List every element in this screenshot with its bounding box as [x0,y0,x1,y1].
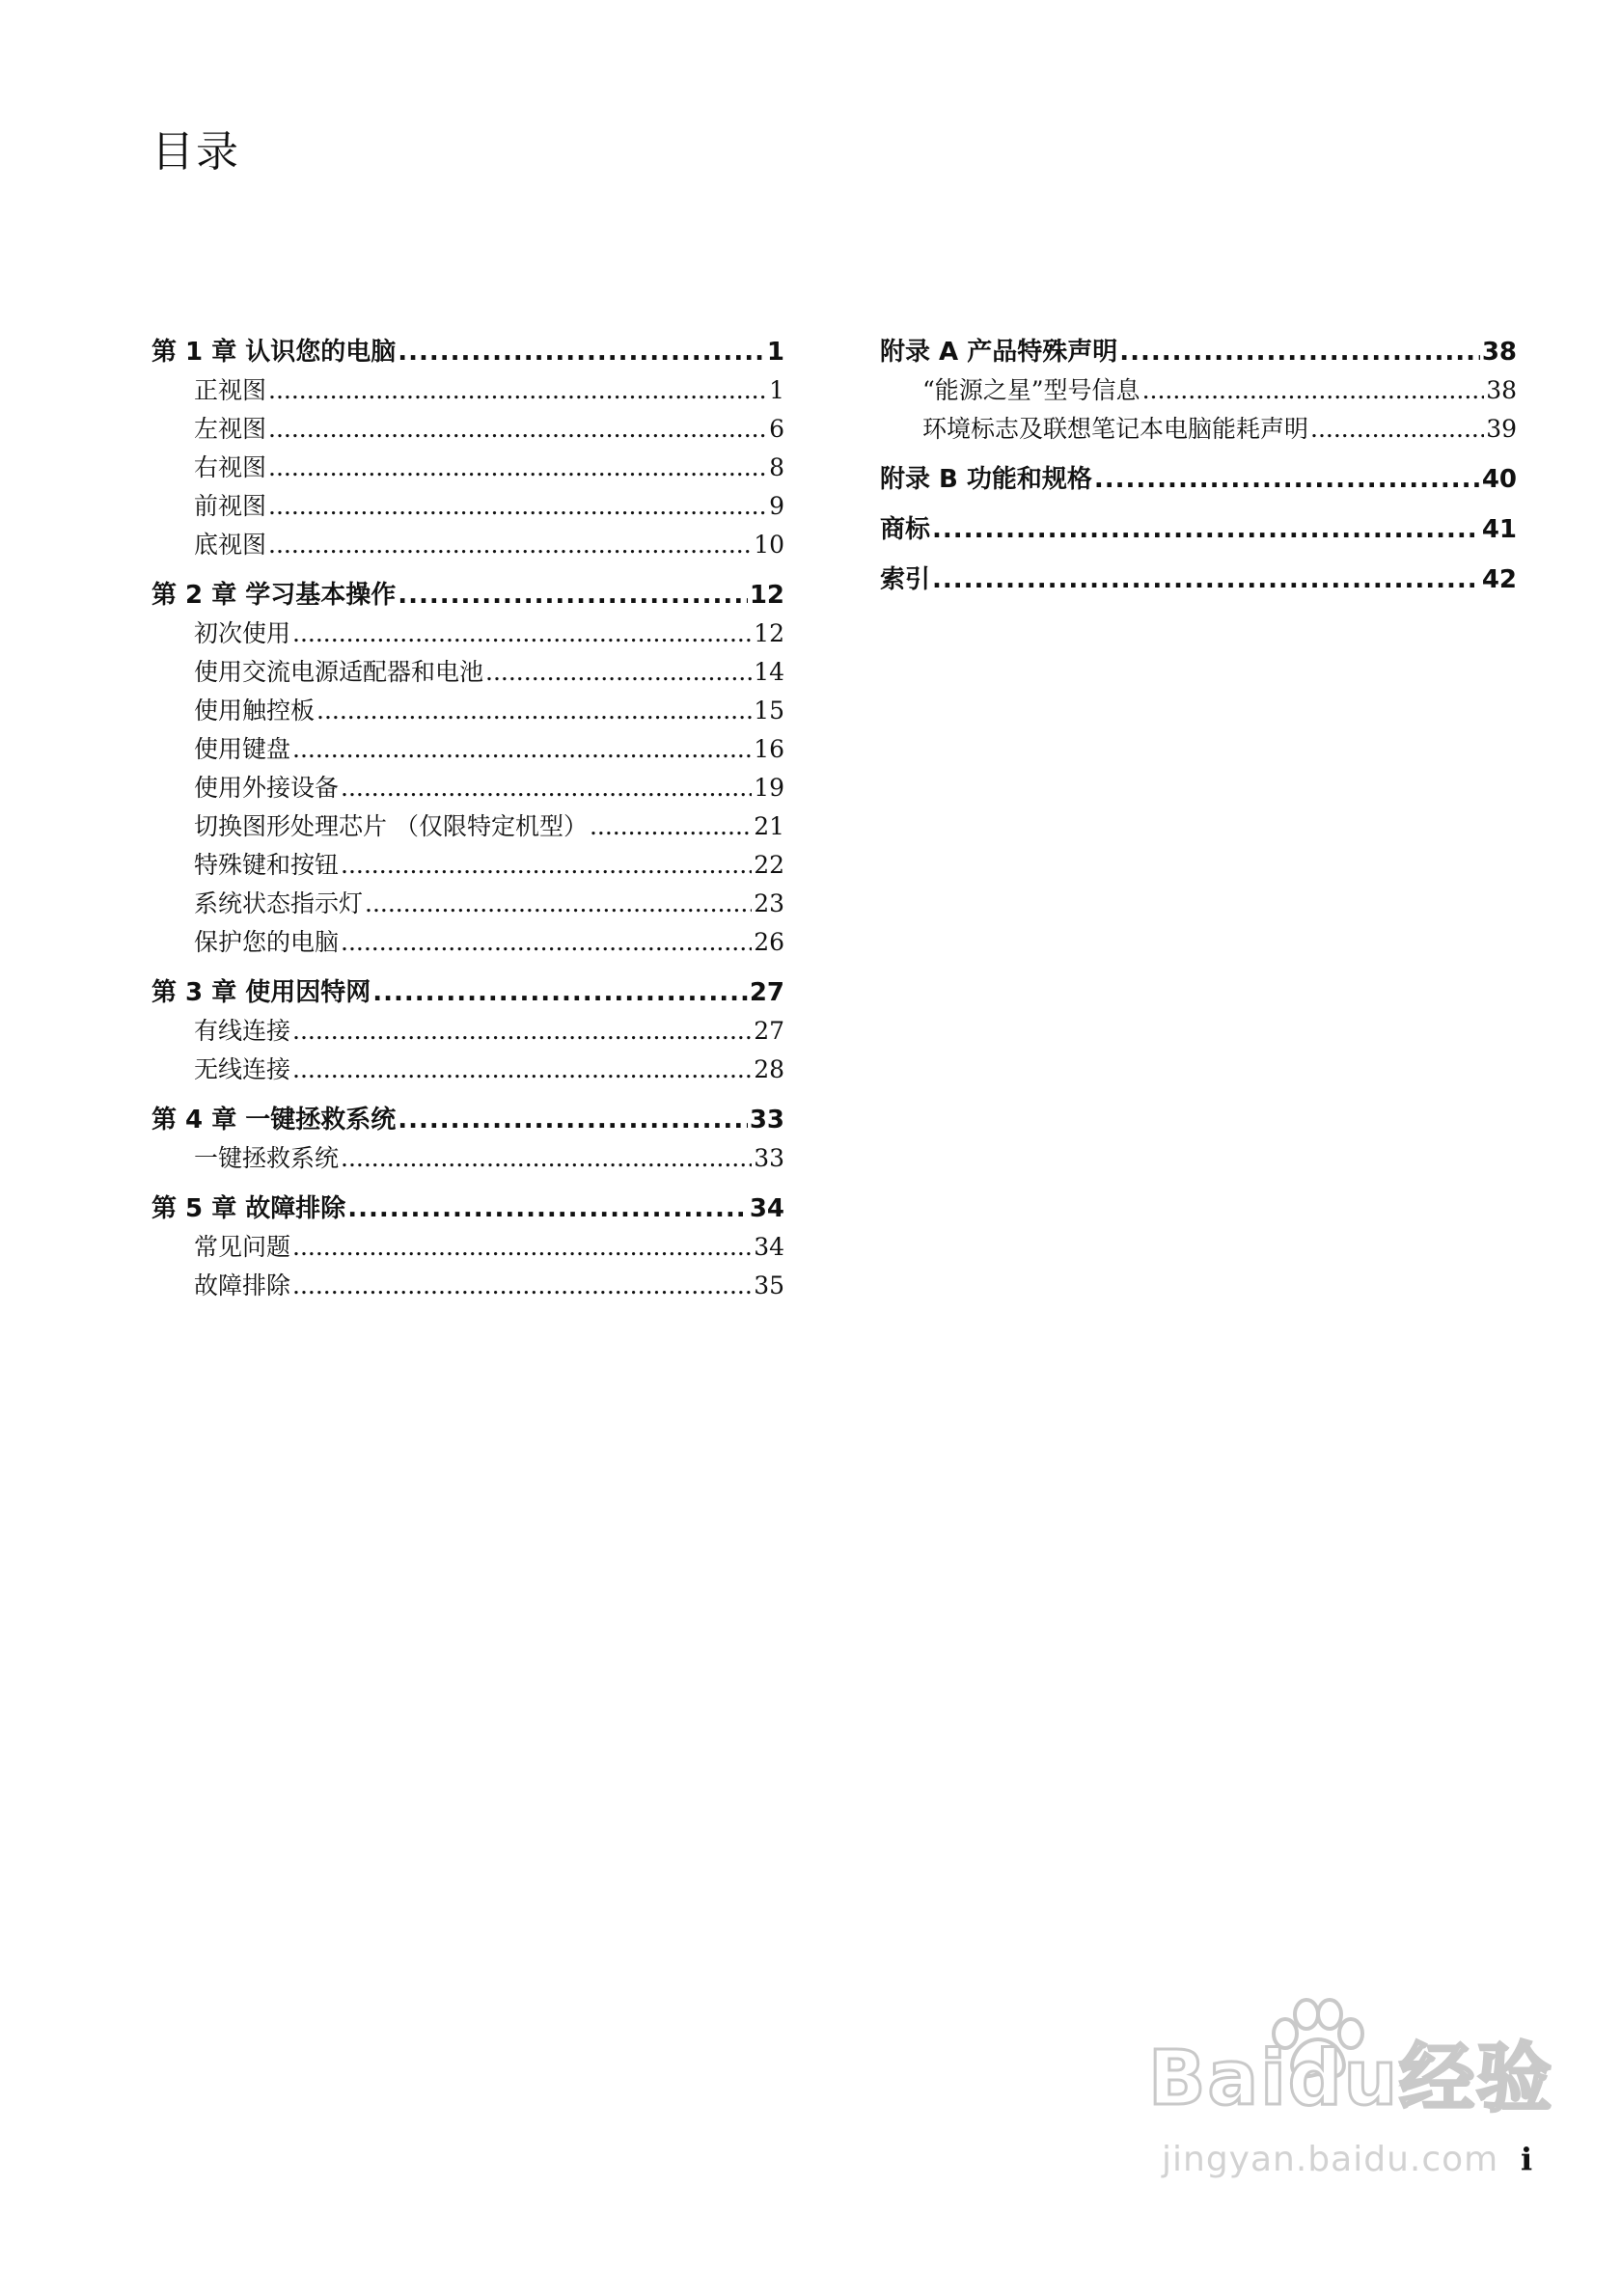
toc-section-entry[interactable] [151,487,784,526]
toc-section-label: 前视图 [194,492,267,520]
toc-section-label: 一键拯救系统 [194,1144,340,1172]
toc-chapter-page: 42 [1481,565,1517,594]
dot-leader [485,653,752,692]
toc-section-page: 27 [754,1017,784,1045]
toc-chapter-entry[interactable] [880,510,1517,549]
toc-section-label: 使用键盘 [194,735,291,763]
toc-chapter-label: 第 3 章 使用因特网 [151,978,371,1007]
toc-section-entry[interactable] [151,526,784,564]
dot-leader [1310,410,1484,449]
toc-group [151,576,784,962]
toc-chapter-label: 附录 B 功能和规格 [880,465,1092,494]
toc-group [880,460,1517,499]
toc-section-page: 28 [754,1055,784,1083]
toc-chapter-entry[interactable] [880,560,1517,599]
toc-chapter-label: 附录 A 产品特殊声明 [880,338,1118,367]
dot-leader [1119,333,1480,371]
dot-leader [316,692,752,730]
toc-section-page: 23 [754,889,784,917]
toc-section-page: 33 [754,1144,784,1172]
dot-leader [341,846,752,885]
toc-section-label: 常见问题 [194,1233,291,1261]
toc-section-page: 1 [769,376,784,404]
toc-section-entry[interactable] [151,1267,784,1305]
toc-section-label: 有线连接 [194,1017,291,1045]
toc-chapter-entry[interactable] [880,333,1517,371]
toc-group [151,1189,784,1305]
toc-section-label: “能源之星”型号信息 [922,376,1140,404]
toc-group [880,560,1517,599]
toc-section-label: 初次使用 [194,619,291,647]
toc-chapter-page: 38 [1481,338,1517,367]
toc-section-entry[interactable] [151,1139,784,1178]
toc-section-label: 左视图 [194,415,267,443]
toc-section-entry[interactable] [880,371,1517,410]
dot-leader [292,615,752,653]
dot-leader [372,973,748,1012]
toc-chapter-entry[interactable] [151,576,784,615]
toc-section-entry[interactable] [151,653,784,692]
toc-right-column [880,333,1517,611]
toc-section-page: 38 [1486,376,1517,404]
baidu-jingyan-watermark [1148,2036,1553,2228]
toc-chapter-page: 41 [1481,515,1517,544]
toc-section-label: 正视图 [194,376,267,404]
toc-chapter-label: 第 1 章 认识您的电脑 [151,338,397,367]
toc-section-label: 特殊键和按钮 [194,851,340,879]
dot-leader [268,371,767,410]
toc-chapter-label: 第 5 章 故障排除 [151,1194,346,1223]
toc-section-label: 底视图 [194,531,267,559]
toc-section-entry[interactable] [880,410,1517,449]
toc-section-entry[interactable] [151,885,784,923]
toc-group [880,510,1517,549]
toc-chapter-entry[interactable] [151,1189,784,1228]
toc-section-entry[interactable] [151,615,784,653]
toc-section-entry[interactable] [151,846,784,885]
toc-chapter-label: 第 2 章 学习基本操作 [151,581,397,610]
toc-section-page: 22 [754,851,784,879]
toc-section-page: 8 [769,453,784,481]
toc-section-label: 切换图形处理芯片 （仅限特定机型） [194,812,588,840]
toc-section-label: 故障排除 [194,1271,291,1299]
toc-chapter-entry[interactable] [151,1101,784,1139]
toc-group [151,973,784,1089]
toc-chapter-label: 索引 [880,565,931,594]
toc-chapter-page: 34 [749,1194,784,1223]
toc-section-entry[interactable] [151,1051,784,1089]
toc-section-page: 39 [1486,415,1517,443]
dot-leader [268,410,767,449]
dot-leader [292,730,752,769]
toc-section-page: 10 [754,531,784,559]
toc-group [151,333,784,564]
dot-leader [292,1051,752,1089]
dot-leader [398,333,765,371]
toc-section-entry[interactable] [151,730,784,769]
toc-section-page: 6 [769,415,784,443]
toc-section-label: 使用外接设备 [194,774,340,802]
toc-section-entry[interactable] [151,371,784,410]
toc-section-page: 34 [754,1233,784,1261]
toc-section-page: 9 [769,492,784,520]
dot-leader [932,510,1480,549]
toc-chapter-entry[interactable] [151,973,784,1012]
watermark-url: jingyan.baidu.com [1162,2140,1499,2179]
dot-leader [398,576,748,615]
toc-chapter-label: 商标 [880,515,931,544]
dot-leader [341,923,752,962]
dot-leader [268,526,752,564]
toc-section-page: 15 [754,697,784,724]
dot-leader [341,769,752,807]
toc-section-page: 12 [754,619,784,647]
toc-left-column [151,333,784,1317]
toc-section-page: 21 [754,812,784,840]
toc-section-page: 35 [754,1271,784,1299]
toc-section-page: 16 [754,735,784,763]
toc-chapter-page: 27 [749,978,784,1007]
toc-group [151,1101,784,1178]
toc-section-label: 环境标志及联想笔记本电脑能耗声明 [922,415,1309,443]
toc-section-entry[interactable] [151,692,784,730]
dot-leader [292,1267,752,1305]
toc-section-entry[interactable] [151,410,784,449]
toc-chapter-page: 33 [749,1106,784,1134]
toc-section-entry[interactable] [151,923,784,962]
toc-section-page: 14 [754,658,784,686]
toc-chapter-label: 第 4 章 一键拯救系统 [151,1106,397,1134]
toc-section-entry[interactable] [151,1228,784,1267]
dot-leader [341,1139,752,1178]
toc-chapter-page: 1 [766,338,784,367]
toc-section-label: 保护您的电脑 [194,928,340,956]
toc-section-entry[interactable] [151,1012,784,1051]
dot-leader [292,1228,752,1267]
dot-leader [1142,371,1485,410]
watermark-logo-text: Baidu经验 [1148,2036,1554,2122]
toc-chapter-entry[interactable] [880,460,1517,499]
toc-section-label: 使用触控板 [194,697,316,724]
toc-chapter-page: 12 [749,581,784,610]
dot-leader [932,560,1480,599]
page-title: 目录 [151,127,240,177]
toc-section-label: 无线连接 [194,1055,291,1083]
dot-leader [590,807,752,846]
toc-section-page: 26 [754,928,784,956]
toc-section-page: 19 [754,774,784,802]
toc-section-label: 使用交流电源适配器和电池 [194,658,484,686]
toc-section-entry[interactable] [151,807,784,846]
dot-leader [365,885,752,923]
dot-leader [292,1012,752,1051]
toc-section-entry[interactable] [151,769,784,807]
toc-chapter-entry[interactable] [151,333,784,371]
dot-leader [347,1189,748,1228]
dot-leader [1094,460,1480,499]
dot-leader [398,1101,748,1139]
toc-group [880,333,1517,449]
toc-section-entry[interactable] [151,449,784,487]
toc-section-label: 系统状态指示灯 [194,889,364,917]
toc-chapter-page: 40 [1481,465,1517,494]
toc-section-label: 右视图 [194,453,267,481]
dot-leader [268,449,767,487]
page-number: i [1521,2141,1533,2177]
dot-leader [268,487,767,526]
